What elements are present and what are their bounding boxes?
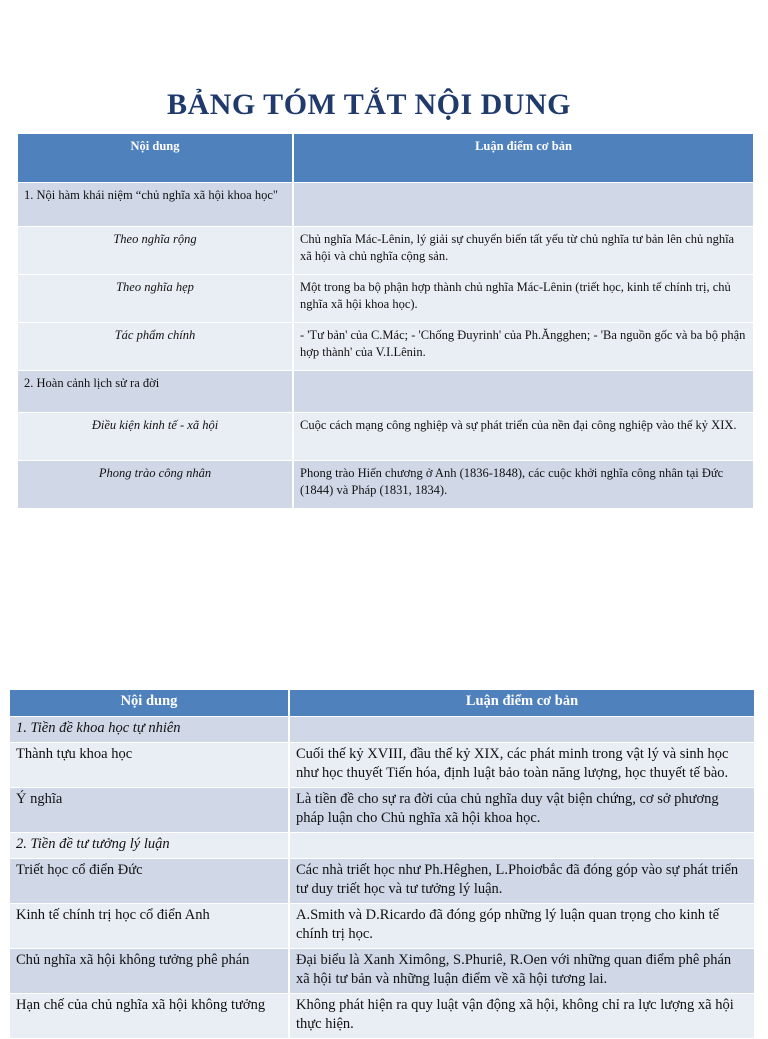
row-value: Không phát hiện ra quy luật vận động xã hội, không chỉ ra lực lượng xã hội thực hiện. (290, 994, 756, 1039)
table-row (10, 859, 756, 904)
row-label: Kinh tế chính trị học cổ điển Anh (10, 904, 290, 949)
section-label: 1. Tiền đề khoa học tự nhiên (10, 717, 290, 743)
table-row (10, 994, 756, 1039)
row-label: Tác phẩm chính (18, 323, 294, 371)
row-value (294, 371, 755, 413)
row-value: Cuối thế kỷ XVIII, đầu thế kỷ XIX, các phát minh trong vật lý và sinh học như học thuyết Tiến hóa, định luật bảo toàn năng lượng, học thuyết tế bào. (290, 743, 756, 788)
row-label: Triết học cổ điển Đức (10, 859, 290, 904)
row-label: Hạn chế của chủ nghĩa xã hội không tưởng (10, 994, 290, 1039)
row-value: Chủ nghĩa Mác-Lênin, lý giải sự chuyển biến tất yếu từ chủ nghĩa tư bản lên chủ nghĩa xã hội và chủ nghĩa cộng sản. (294, 227, 755, 275)
row-value: Cuộc cách mạng công nghiệp và sự phát triển của nền đại công nghiệp vào thế kỷ XIX. (294, 413, 755, 461)
row-value: - 'Tư bản' của C.Mác; - 'Chống Đuyrinh' của Ph.Ăngghen; - 'Ba nguồn gốc và ba bộ phận hợp thành' của V.I.Lênin. (294, 323, 755, 371)
row-value: Là tiền đề cho sự ra đời của chủ nghĩa duy vật biện chứng, cơ sở phương pháp luận cho Chủ nghĩa xã hội khoa học. (290, 788, 756, 833)
header-key-points: Luận điểm cơ bản (290, 690, 756, 717)
row-label: Chủ nghĩa xã hội không tưởng phê phán (10, 949, 290, 994)
table-row (18, 227, 755, 275)
table-row (18, 275, 755, 323)
header-content: Nội dung (18, 134, 294, 183)
row-value: Các nhà triết học như Ph.Hêghen, L.Phoiơbắc đã đóng góp vào sự phát triển tư duy triết học và tư tưởng lý luận. (290, 859, 756, 904)
row-label: Điều kiện kinh tế - xã hội (18, 413, 294, 461)
row-label: Theo nghĩa rộng (18, 227, 294, 275)
row-value: Đại biểu là Xanh Ximông, S.Phuriê, R.Oen với những quan điểm phê phán xã hội tư bản và những luận điểm về xã hội tương lai. (290, 949, 756, 994)
table-row (18, 461, 755, 509)
table-row (18, 413, 755, 461)
table-row (18, 183, 755, 227)
row-label: Phong trào công nhân (18, 461, 294, 509)
header-key-points: Luận điểm cơ bản (294, 134, 755, 183)
summary-table-1 (18, 134, 755, 509)
row-value (290, 833, 756, 859)
row-label: Thành tựu khoa học (10, 743, 290, 788)
row-label: Theo nghĩa hẹp (18, 275, 294, 323)
section-label: 2. Tiền đề tư tưởng lý luận (10, 833, 290, 859)
table-header-row (18, 134, 755, 183)
page-title: BẢNG TÓM TẮT NỘI DUNG (167, 88, 571, 121)
table-row (10, 743, 756, 788)
table-row (10, 717, 756, 743)
header-content: Nội dung (10, 690, 290, 717)
table-row (10, 788, 756, 833)
summary-table-2 (10, 690, 756, 1039)
row-label: 1. Nội hàm khái niệm “chủ nghĩa xã hội khoa học" (18, 183, 294, 227)
table-row (10, 833, 756, 859)
row-value: Phong trào Hiến chương ở Anh (1836-1848), các cuộc khởi nghĩa công nhân tại Đức (1844) và Pháp (1831, 1834). (294, 461, 755, 509)
table-row (18, 371, 755, 413)
row-value (290, 717, 756, 743)
table-header-row (10, 690, 756, 717)
row-value (294, 183, 755, 227)
table-row (10, 949, 756, 994)
row-label: 2. Hoàn cảnh lịch sử ra đời (18, 371, 294, 413)
table-row (18, 323, 755, 371)
row-value: Một trong ba bộ phận hợp thành chủ nghĩa Mác-Lênin (triết học, kinh tế chính trị, chủ nghĩa xã hội khoa học). (294, 275, 755, 323)
row-value: A.Smith và D.Ricardo đã đóng góp những lý luận quan trọng cho kinh tế chính trị học. (290, 904, 756, 949)
table-row (10, 904, 756, 949)
row-label: Ý nghĩa (10, 788, 290, 833)
